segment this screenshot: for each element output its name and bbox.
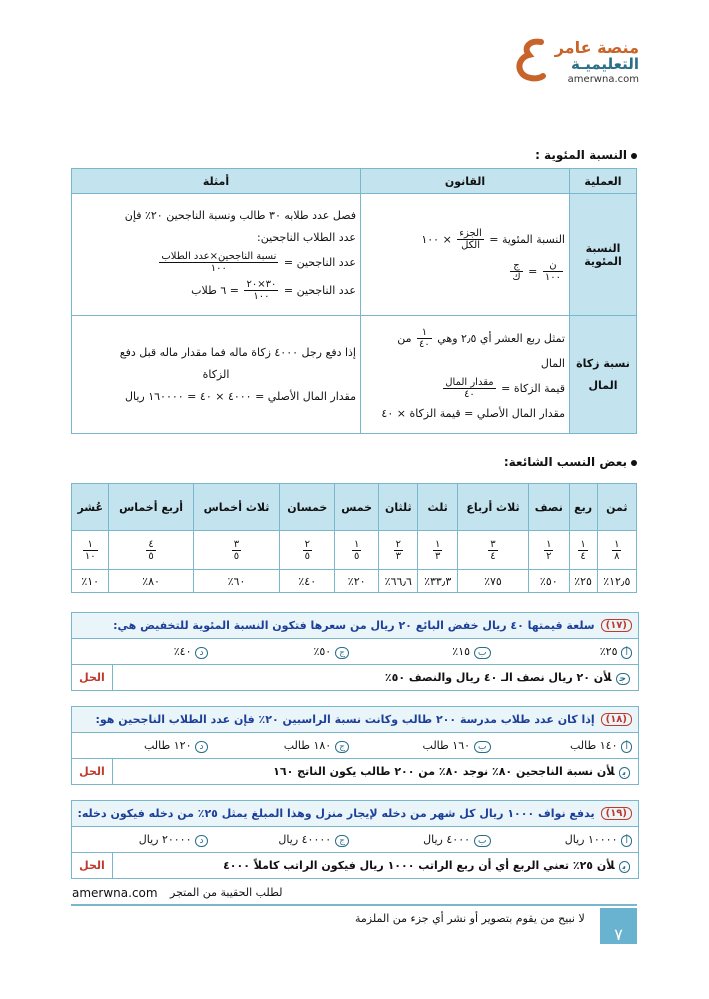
- frac-den: ك: [512, 272, 521, 283]
- option-value: ٢٥٪: [599, 645, 618, 658]
- option-value: ٤٠٠٠ ريال: [423, 833, 471, 846]
- ex2-line2: الزكاة: [202, 367, 230, 381]
- question-header: [72, 707, 638, 733]
- question-text: سلعة قيمتها ٤٠ ريال خفض البائع ٢٠ ريال من سعرها فتكون النسبة المئوية للتخفيض هي:: [113, 619, 595, 632]
- solution-text: لأن ٢٥٪ تعني الربع أي أن ربع الراتب ١٠٠٠ ريال فيكون الراتب كاملاً ٤٠٠٠: [223, 859, 615, 872]
- option[interactable]: [72, 833, 214, 846]
- frac-den: ٨: [614, 550, 620, 562]
- option-value: ١٠٠٠٠ ريال: [564, 833, 618, 846]
- option-value: ١٥٪: [452, 645, 471, 658]
- ex2-line3: مقدار المال الأصلي = ٤٠٠٠ × ٤٠ = ١٦٠٠٠٠ ريال: [125, 389, 356, 403]
- common-ratios-header: [72, 484, 637, 531]
- law-rhs: × ١٠٠: [421, 232, 452, 246]
- header-op: العملية: [570, 169, 637, 194]
- frac-den: ٥: [353, 550, 360, 562]
- percentage-table: [71, 168, 637, 434]
- footer-divider: [71, 904, 637, 906]
- question-box: [71, 706, 639, 785]
- frac-num: ١: [417, 327, 432, 339]
- frac: [612, 539, 621, 562]
- ratio-fraction: [569, 531, 597, 570]
- option-letter: ج: [335, 741, 349, 753]
- question-number: (١٧): [601, 619, 632, 632]
- row1-examples: [72, 194, 361, 316]
- ex-fraction: [159, 251, 278, 274]
- ratio-percent: ٢٥٪: [569, 570, 597, 593]
- option-letter: د: [195, 741, 207, 753]
- ratio-name: ثمن: [597, 484, 636, 531]
- ratio-name: عُشر: [72, 484, 109, 531]
- solution-label: الحل: [72, 665, 113, 690]
- frac-num: ٣٠×٢٠: [246, 279, 277, 290]
- ex-line4-rhs: = ٦ طلاب: [191, 283, 239, 297]
- law2-line4: مقدار المال الأصلي = قيمة الزكاة × ٤٠: [381, 406, 565, 420]
- section2-title-text: بعض النسب الشائعة:: [503, 455, 627, 469]
- footer-site: amerwna.com: [72, 886, 158, 900]
- solution-label: الحل: [72, 759, 113, 784]
- question-header: [72, 613, 638, 639]
- options-row: [72, 733, 638, 759]
- solution: [113, 765, 638, 778]
- ratio-name: أربع أخماس: [109, 484, 193, 531]
- section2-title: [504, 455, 637, 469]
- ratio-percent: ١٠٪: [72, 570, 109, 593]
- ratio-fraction: [193, 531, 279, 570]
- header-law: القانون: [361, 169, 570, 194]
- ratio-fraction: [280, 531, 335, 570]
- option-value: ١٤٠ طالب: [569, 739, 618, 752]
- options-row: [72, 827, 638, 853]
- option-letter: أ: [621, 647, 632, 659]
- question-header: [72, 801, 638, 827]
- law2-line1: [365, 325, 565, 353]
- option-value: ١٨٠ طالب: [283, 739, 332, 752]
- frac-den: الكل: [461, 240, 480, 251]
- common-ratios-table: [71, 483, 637, 593]
- ratio-percent: ٣٣٫٣٪: [418, 570, 457, 593]
- ratio-percent: ٢٠٪: [335, 570, 379, 593]
- solution: [113, 859, 638, 872]
- ratio-percent: ٦٠٪: [193, 570, 279, 593]
- question-box: [71, 800, 639, 879]
- frac-num: ٢: [395, 538, 401, 550]
- option-value: ٢٠٠٠٠ ريال: [138, 833, 192, 846]
- frac-den: ٤: [580, 550, 586, 562]
- frac: [232, 539, 241, 562]
- option[interactable]: [497, 739, 639, 752]
- footer-order: لطلب الحقيبة من المتجر: [170, 886, 283, 899]
- option-value: ١٦٠ طالب: [422, 739, 471, 752]
- option-letter: د: [195, 835, 207, 847]
- frac-num: ج: [510, 260, 522, 272]
- common-ratios-fractions: [72, 531, 637, 570]
- bullet-icon: [631, 153, 637, 159]
- option[interactable]: [355, 645, 497, 658]
- frac-num: ٤: [148, 538, 154, 550]
- frac: [394, 539, 403, 562]
- page-number: [600, 908, 637, 944]
- option[interactable]: [214, 739, 356, 752]
- frac-den: ١٠: [84, 550, 96, 562]
- law2-line3: [365, 375, 565, 403]
- row1-op: النسبة المئوية: [570, 194, 637, 316]
- frac: [83, 539, 98, 562]
- ratio-percent: ٨٠٪: [109, 570, 193, 593]
- frac: [544, 539, 553, 562]
- option-letter: د: [195, 647, 207, 659]
- solution-row: [72, 665, 638, 690]
- frac-num: ١: [614, 538, 620, 550]
- ratio-name: ثلاث أرباع: [457, 484, 528, 531]
- bullet-icon: [631, 460, 637, 466]
- ex-fraction-2: [244, 279, 278, 302]
- law2-line3-lhs: قيمة الزكاة =: [501, 381, 565, 395]
- option[interactable]: [497, 833, 639, 846]
- ex-line3: [76, 249, 356, 277]
- ratio-percent: ٤٠٪: [280, 570, 335, 593]
- ratio-percent: ٦٦٫٦٪: [379, 570, 418, 593]
- option-letter: ب: [474, 741, 490, 753]
- frac-den: ١٠٠: [544, 272, 561, 283]
- frac-den: ٥: [148, 550, 154, 562]
- frac-num: نسبة الناجحين×عدد الطلاب: [161, 251, 277, 262]
- page-number-text: ٧: [614, 925, 623, 944]
- ratio-fraction: [72, 531, 109, 570]
- option[interactable]: [72, 645, 214, 658]
- option-value: ١٢٠ طالب: [143, 739, 192, 752]
- logo-url: amerwna.com: [567, 74, 639, 85]
- law-fraction-2: [543, 260, 563, 283]
- option-value: ٥٠٪: [313, 645, 332, 658]
- frac: [303, 539, 312, 562]
- frac-den: ٤٠: [464, 389, 475, 400]
- option[interactable]: [214, 833, 356, 846]
- frac-num: ٢: [304, 538, 310, 550]
- solution-letter: ب: [619, 767, 630, 779]
- law2-line1-text: تمثل ربع العشر أي ٢٫٥ وهي: [437, 331, 565, 345]
- option-letter: ب: [474, 835, 490, 847]
- table-row: [72, 316, 637, 434]
- logo-line2: التعليميـة: [570, 55, 639, 73]
- frac-den: ٥: [304, 550, 310, 562]
- percentage-table-header: [72, 169, 637, 194]
- ratio-name: ثلثان: [379, 484, 418, 531]
- solution-letter: ب: [619, 861, 630, 873]
- frac-den: ٤: [490, 550, 496, 562]
- law2-fraction: [417, 327, 432, 350]
- option-letter: ج: [335, 647, 349, 659]
- ratio-percent: ١٢٫٥٪: [597, 570, 636, 593]
- law-line1: [365, 223, 565, 257]
- frac-num: ٣: [490, 538, 496, 550]
- options: [72, 739, 638, 752]
- law2-fraction-2: [443, 377, 495, 400]
- solution-label: الحل: [72, 853, 113, 878]
- section1-title: [535, 148, 637, 162]
- frac: [433, 539, 442, 562]
- logo-line1: منصة عامر: [554, 38, 639, 57]
- option-letter: ج: [335, 835, 349, 847]
- option[interactable]: [355, 833, 497, 846]
- frac-den: ٢: [546, 550, 552, 562]
- option[interactable]: [72, 739, 214, 752]
- section1-title-text: النسبة المئوية :: [535, 148, 627, 162]
- frac-den: ٥: [233, 550, 240, 562]
- frac: [352, 539, 361, 562]
- option-letter: أ: [621, 835, 632, 847]
- ratio-name: ثلاث أخماس: [193, 484, 279, 531]
- footer-warning: لا نبيح من يقوم بتصوير أو نشر أي جزء من الملزمة: [355, 912, 585, 925]
- ratio-name: ربع: [569, 484, 597, 531]
- ratio-fraction: [418, 531, 457, 570]
- ratio-name: نصف: [529, 484, 569, 531]
- ratio-fraction: [335, 531, 379, 570]
- option[interactable]: [497, 645, 639, 658]
- ex-line1: فصل عدد طلابه ٣٠ طالب ونسبة الناجحين ٢٠٪ فإن: [124, 208, 356, 222]
- ex2-line1: إذا دفع رجل ٤٠٠٠ زكاة ماله فما مقدار ماله قبل دفع: [119, 345, 356, 359]
- question-number: (١٨): [601, 713, 632, 726]
- ratio-percent: ٥٠٪: [529, 570, 569, 593]
- common-ratios-percents: [72, 570, 637, 593]
- ex-line4-lhs: عدد الناجحين =: [283, 283, 356, 297]
- solution-letter: ج: [616, 673, 631, 685]
- solution-text: لأن ٢٠ ريال نصف الـ ٤٠ ريال والنصف ٥٠٪: [384, 671, 612, 684]
- question-box: [71, 612, 639, 691]
- ratio-fraction: [109, 531, 193, 570]
- ratio-name: ثلث: [418, 484, 457, 531]
- question-number: (١٩): [601, 807, 632, 820]
- options-row: [72, 639, 638, 665]
- solution-row: [72, 759, 638, 784]
- frac-den: ١٠٠: [210, 263, 227, 274]
- frac-num: ١: [353, 538, 360, 550]
- solution: [113, 671, 638, 684]
- ratio-name: خمسان: [280, 484, 335, 531]
- solution-text: لأن نسبة الناجحين ٨٠٪ نوجد ٨٠٪ من ٢٠٠ طالب يكون الناتج ١٦٠: [273, 765, 615, 778]
- frac: [578, 539, 587, 562]
- law-fraction: [457, 228, 484, 251]
- frac-den: ٣: [395, 550, 401, 562]
- option-letter: أ: [621, 741, 632, 753]
- logo-mark-icon: [515, 38, 547, 82]
- law-lhs: النسبة المئوية =: [489, 232, 565, 246]
- frac: [488, 539, 497, 562]
- options: [72, 833, 638, 846]
- law-fraction-3: [510, 260, 522, 283]
- ex-line4: [76, 277, 356, 305]
- ratio-percent: ٧٥٪: [457, 570, 528, 593]
- option-value: ٤٠٠٠٠ ريال: [278, 833, 332, 846]
- law-equals: =: [528, 264, 538, 278]
- logo: [519, 38, 639, 88]
- row2-law: [361, 316, 570, 434]
- frac-num: ن: [543, 260, 563, 272]
- question-text: إذا كان عدد طلاب مدرسة ٢٠٠ طالب وكانت نسبة الراسبين ٢٠٪ فإن عدد الطلاب الناجحين هو:: [95, 713, 595, 726]
- frac: [146, 539, 155, 562]
- frac-num: مقدار المال: [445, 377, 494, 388]
- header-examples: أمثلة: [72, 169, 361, 194]
- frac-num: ٣: [233, 538, 240, 550]
- frac-num: ١: [83, 539, 98, 551]
- frac-den: ١٠٠: [253, 291, 270, 302]
- question-text: يدفع نواف ١٠٠٠ ريال كل شهر من دخله لإيجار منزل وهذا المبلغ يمثل ٢٥٪ من دخله فيكون دخله:: [77, 807, 595, 820]
- row2-examples: [72, 316, 361, 434]
- options: [72, 645, 638, 658]
- ratio-fraction: [529, 531, 569, 570]
- frac-num: الجزء: [459, 228, 482, 239]
- ex-line3-lhs: عدد الناجحين =: [283, 255, 356, 269]
- option[interactable]: [355, 739, 497, 752]
- law2-line2: المال: [540, 356, 565, 370]
- frac-den: ٣: [434, 550, 441, 562]
- row1-law: [361, 194, 570, 316]
- ex-line2: عدد الطلاب الناجحين:: [257, 230, 356, 244]
- ratio-fraction: [457, 531, 528, 570]
- law-line2: [365, 257, 565, 287]
- option[interactable]: [214, 645, 356, 658]
- solution-row: [72, 853, 638, 878]
- row2-op: نسبة زكاة المال: [570, 316, 637, 434]
- ratio-fraction: [597, 531, 636, 570]
- ratio-name: خمس: [335, 484, 379, 531]
- table-row: [72, 194, 637, 316]
- frac-num: ١: [546, 538, 552, 550]
- frac-num: ١: [580, 538, 586, 550]
- option-value: ٤٠٪: [173, 645, 192, 658]
- frac-den: ٤٠: [419, 339, 430, 350]
- option-letter: ب: [474, 647, 490, 659]
- ratio-fraction: [379, 531, 418, 570]
- frac-num: ١: [434, 538, 441, 550]
- law2-line1-end: من: [397, 331, 412, 345]
